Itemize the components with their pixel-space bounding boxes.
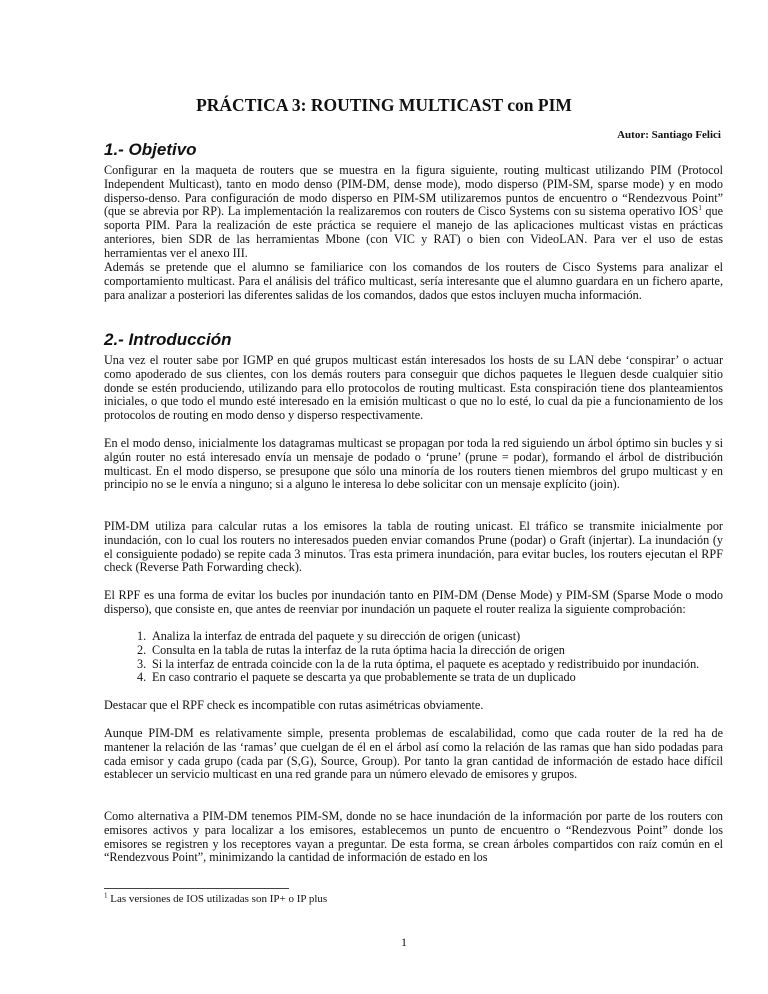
list-item xyxy=(104,671,723,685)
page-number: 1 xyxy=(401,935,407,949)
list-text: Analiza la interfaz de entrada del paquete y su dirección de origen (unicast) xyxy=(152,629,521,643)
paragraph-introduccion-4: El RPF es una forma de evitar los bucles por inundación tanto en PIM-DM (Dense Mode) y PIM-SM (Sparse Mode o modo disperso), que consiste en, que antes de reenviar por inundación un paquete el router realiza la siguiente comprobación: xyxy=(104,588,723,616)
footnote-marker: 1 xyxy=(104,891,108,900)
list-item xyxy=(104,630,723,644)
section-heading-introduccion: 2.- Introducción xyxy=(104,330,232,349)
paragraph-introduccion-2: En el modo denso, inicialmente los datagramas multicast se propagan por toda la red siguiendo un árbol óptimo sin bucles y si algún router no está interesado envía un mensaje de podado o ‘prune’ (prune = podar), formando el árbol de distribución multicast. En el modo disperso, se presupone que sólo una minoría de los routers tienen miembros del grupo multicast y en principio no se le envía a ninguno; si a alguno le interesa lo debe solicitar con un mensaje explícito (join). xyxy=(104,436,723,492)
list-item xyxy=(104,658,723,672)
rpf-steps-list xyxy=(104,630,723,685)
document-author: Autor: Santiago Felici xyxy=(617,129,721,141)
footnote-separator xyxy=(104,888,289,889)
paragraph-introduccion-5: Destacar que el RPF check es incompatible con rutas asimétricas obviamente. xyxy=(104,698,484,712)
list-number: 4. xyxy=(137,670,147,685)
paragraph-text: que soporta PIM. Para la realización de este práctica se requiere el manejo de las aplicaciones multicast vistas en prácticas anteriores, bien SDR de las herramientas Mbone (con VIC y RAT) o bien con VideoLAN. Para ver el uso de estas herramientas ver el anexo III. xyxy=(104,204,723,260)
footnote-reference[interactable]: 1 xyxy=(698,204,702,213)
list-text: Consulta en la tabla de rutas la interfaz de la ruta óptima hacia la dirección de origen xyxy=(152,642,565,657)
list-text: En caso contrario el paquete se descarta ya que probablemente se trata de un duplicado xyxy=(152,670,576,685)
paragraph-text: Configurar en la maqueta de routers que se muestra en la figura siguiente, routing multicast utilizando PIM (Protocol Independent Multicast), tanto en modo denso (PIM-DM, dense mode), modo disperso (PIM-SM, sparse mode) y en modo disperso-denso. Para configuración de modo disperso en PIM-SM utilizaremos puntos de encuentro o “Rendezvous Point” (que se abrevia por RP). La implementación la realizaremos con routers de Cisco Systems con su sistema operativo IOS xyxy=(104,163,723,219)
paragraph-objetivo-2: Además se pretende que el alumno se familiarice con los comandos de los routers de Cisco Systems para analizar el comportamiento multicast. Para el análisis del tráfico multicast, sería interesante que el alumno guardara en un fichero aparte, para analizar a posteriori las diferentes salidas de los comandos, dados que estos incluyen mucha información. xyxy=(104,260,723,302)
list-item xyxy=(104,644,723,658)
paragraph-introduccion-1: Una vez el router sabe por IGMP en qué grupos multicast están interesados los hosts de su LAN debe ‘conspirar’ o actuar como apoderado de sus clientes, con los demás routers para conseguir que dichos paquetes le lleguen desde cualquier sitio donde se estén produciendo, utilizando para ello protocolos de routing multicast. Esta conspiración tiene dos planteamientos iniciales, o que todo el mundo esté interesado en la emisión multicast o que no lo esté, lo cual da pie a funcionamiento de los protocolos de routing en modo denso y disperso respectivamente. xyxy=(104,353,723,423)
paragraph-objetivo-1 xyxy=(104,164,723,261)
document-title: PRÁCTICA 3: ROUTING MULTICAST con PIM xyxy=(196,95,572,115)
list-text: Si la interfaz de entrada coincide con la de la ruta óptima, el paquete es aceptado y redistribuido por inundación. xyxy=(152,656,700,671)
list-number: 3. xyxy=(137,656,147,671)
list-number: 2. xyxy=(137,642,147,657)
list-number: 1. xyxy=(137,629,147,643)
paragraph-introduccion-7: Como alternativa a PIM-DM tenemos PIM-SM, donde no se hace inundación de la información por parte de los routers con emisores activos y para localizar a los emisores, establecemos un punto de encuentro o “Rendezvous Point” donde los emisores se registren y los receptores vayan a preguntar. De esta forma, se crean árboles compartidos con raíz común en el “Rendezvous Point”, minimizando la cantidad de información de estado en los xyxy=(104,809,723,865)
footnote-text: Las versiones de IOS utilizadas son IP+ o IP plus xyxy=(107,893,328,905)
section-heading-objetivo: 1.- Objetivo xyxy=(104,140,197,159)
paragraph-introduccion-6: Aunque PIM-DM es relativamente simple, presenta problemas de escalabilidad, como que cada router de la red ha de mantener la relación de las ‘ramas’ que cuelgan de él en el árbol así como la relación de las ramas que han sido podadas para cada emisor y cada grupo (cada par (S,G), Source, Group). Por tanto la gran cantidad de información de estado hace difícil establecer un servicio multicast en una red grande para un número elevado de emisores y grupos. xyxy=(104,726,723,782)
footnote xyxy=(104,893,327,905)
paragraph-introduccion-3: PIM-DM utiliza para calcular rutas a los emisores la tabla de routing unicast. El tráfico se transmite inicialmente por inundación, con lo cual los routers no interesados pueden enviar comandos Prune (podar) o Graft (injertar). La inundación (y el consiguiente podado) se repite cada 3 minutos. Tras esta primera inundación, para evitar bucles, los routers ejecutan el RPF check (Reverse Path Forwarding check). xyxy=(104,519,723,575)
